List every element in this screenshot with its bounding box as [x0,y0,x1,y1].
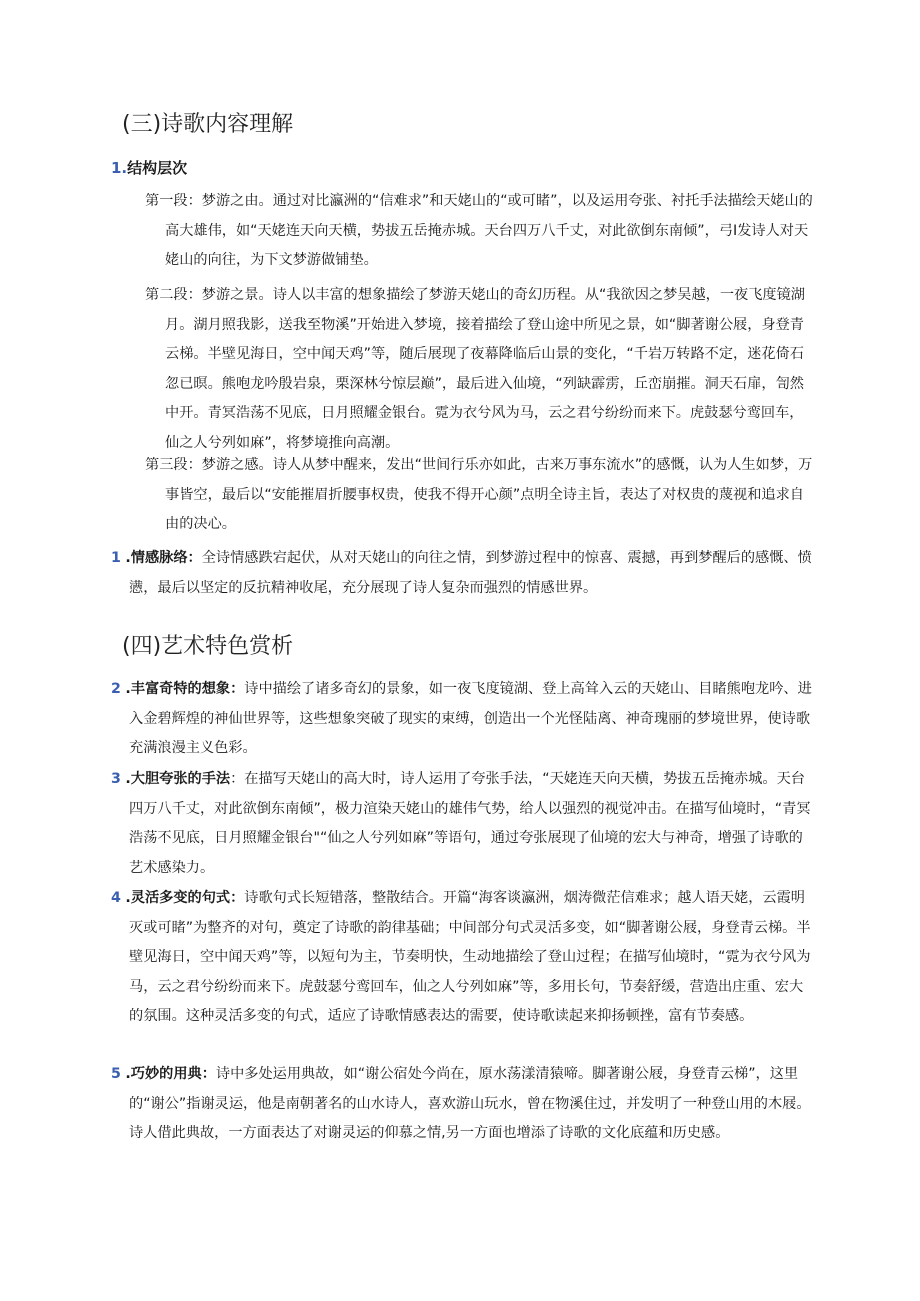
subheading-number: 1. [111,159,128,177]
section-4-title: (四)艺术特色赏析 [122,634,294,659]
paragraph-third-section: 第三段：梦游之感。诗人从梦中醒来，发出“世间行乐亦如此，古来万事东流水”的感慨，认为人生如梦，万事皆空，最后以“安能摧眉折腰事权贵，使我不得开心颜”点明全诗主旨，表达了对权贵的蔑视和追求自由的决心。 [145,457,813,532]
list-item-emotion [111,544,815,603]
list-item-exaggeration [111,765,815,883]
subheading-structure [111,157,187,179]
item-number: 4 [111,890,121,906]
item-label: .情感脉络： [125,550,202,566]
list-item-imagination [111,675,815,764]
paragraph-first-section: 第一段：梦游之由。通过对比瀛洲的“信难求”和天姥山的“或可睹”，以及运用夸张、衬托手法描绘天姥山的高大雄伟，如“天姥连天向天横，势拔五岳掩赤城。天台四万八千丈，对此欲倒东南倾”，弓I发诗人对天姥山的向往，为下文梦游做铺垫。 [145,193,813,268]
item-number: 5 [111,1066,121,1082]
item-text: 诗歌句式长短错落，整散结合。开篇“海客谈瀛洲，烟涛微茫信难求；越人语天姥，云霞明灭或可睹”为整齐的对句，奠定了诗歌的韵律基础；中间部分句式灵活多变，如“脚著谢公屐，身登青云梯。半壁见海日，空中闻天鸡”等，以短句为主，节奏明快，生动地描绘了登山过程；在描写仙境时，“霓为衣兮风为马，云之君兮纷纷而来下。虎鼓瑟兮鸾回车，仙之人兮列如麻”等，多用长句，节奏舒缓，营造出庄重、宏大的氛围。这种灵活多变的句式，适应了诗歌情感表达的需要，使诗歌读起来抑扬顿挫，富有节奏感。 [129,890,811,1024]
paragraph-second-section: 第二段：梦游之景。诗人以丰富的想象描绘了梦游天姥山的奇幻历程。从“我欲因之梦吴越，一夜飞度镜湖月。湖月照我影，送我至物溪”开始进入梦境，接着描绘了登山途中所见之景，如“脚著谢公屐，身登青云梯。半壁见海日，空中闻天鸡”等，随后展现了夜幕降临后山景的变化，“千岩万转路不定，迷花倚石忽已暝。熊咆龙吟殷岩泉，栗深林兮惊层巅”，最后进入仙境，“列缺霹雳，丘峦崩摧。洞天石扉，訇然中开。青冥浩荡不见底，日月照耀金银台。霓为衣兮风为马，云之君兮纷纷而来下。虎鼓瑟兮鸾回车，仙之人兮列如麻”，将梦境推向高潮。 [145,287,805,451]
item-number: 2 [111,681,121,697]
item-label: .灵活多变的句式： [125,890,245,906]
item-label: .大胆夸张的手法 [125,771,231,787]
list-item-allusion [111,1060,815,1149]
item-text: ：在描写天姥山的高大时，诗人运用了夸张手法，“天姥连天向天横，势拔五岳掩赤城。天台四万八千丈，对此欲倒东南倾”，极力渲染天姥山的雄伟气势，给人以强烈的视觉冲击。在描写仙境时，“青冥浩荡不见底，日月照耀金银台"“仙之人兮列如麻”等语句，通过夸张展现了仙境的宏大与神奇，增强了诗歌的艺术感染力。 [129,771,811,876]
item-text: 全诗情感跌宕起伏，从对天姥山的向往之情，到梦游过程中的惊喜、震撼，再到梦醒后的感慨、愤懑，最后以坚定的反抗精神收尾，充分展现了诗人复杂而强烈的情感世界。 [129,550,812,596]
item-label: .丰富奇特的想象： [125,681,245,697]
subheading-label: 结构层次 [127,159,188,177]
section-3-title: (三)诗歌内容理解 [122,112,294,137]
item-number: 3 [111,771,121,787]
item-text: 诗中多处运用典故，如“谢公宿处今尚在，原水荡漾清猿啼。脚著谢公屐，身登青云梯”，这里的“谢公”指谢灵运，他是南朝著名的山水诗人，喜欢游山玩水，曾在物溪住过，并发明了一种登山用的木屐。诗人借此典故，一方面表达了对谢灵运的仰慕之情,另一方面也增添了诗歌的文化底蕴和历史感。 [129,1066,811,1141]
item-text: 诗中描绘了诸多奇幻的景象，如一夜飞度镜湖、登上高耸入云的天姥山、目睹熊咆龙吟、进入金碧辉煌的神仙世界等，这些想象突破了现实的束缚，创造出一个光怪陆离、神奇瑰丽的梦境世界，使诗歌充满浪漫主义色彩。 [129,681,812,756]
item-label: .巧妙的用典： [125,1066,216,1082]
item-number: 1 [111,550,121,566]
list-item-sentence-structure [111,884,815,1032]
